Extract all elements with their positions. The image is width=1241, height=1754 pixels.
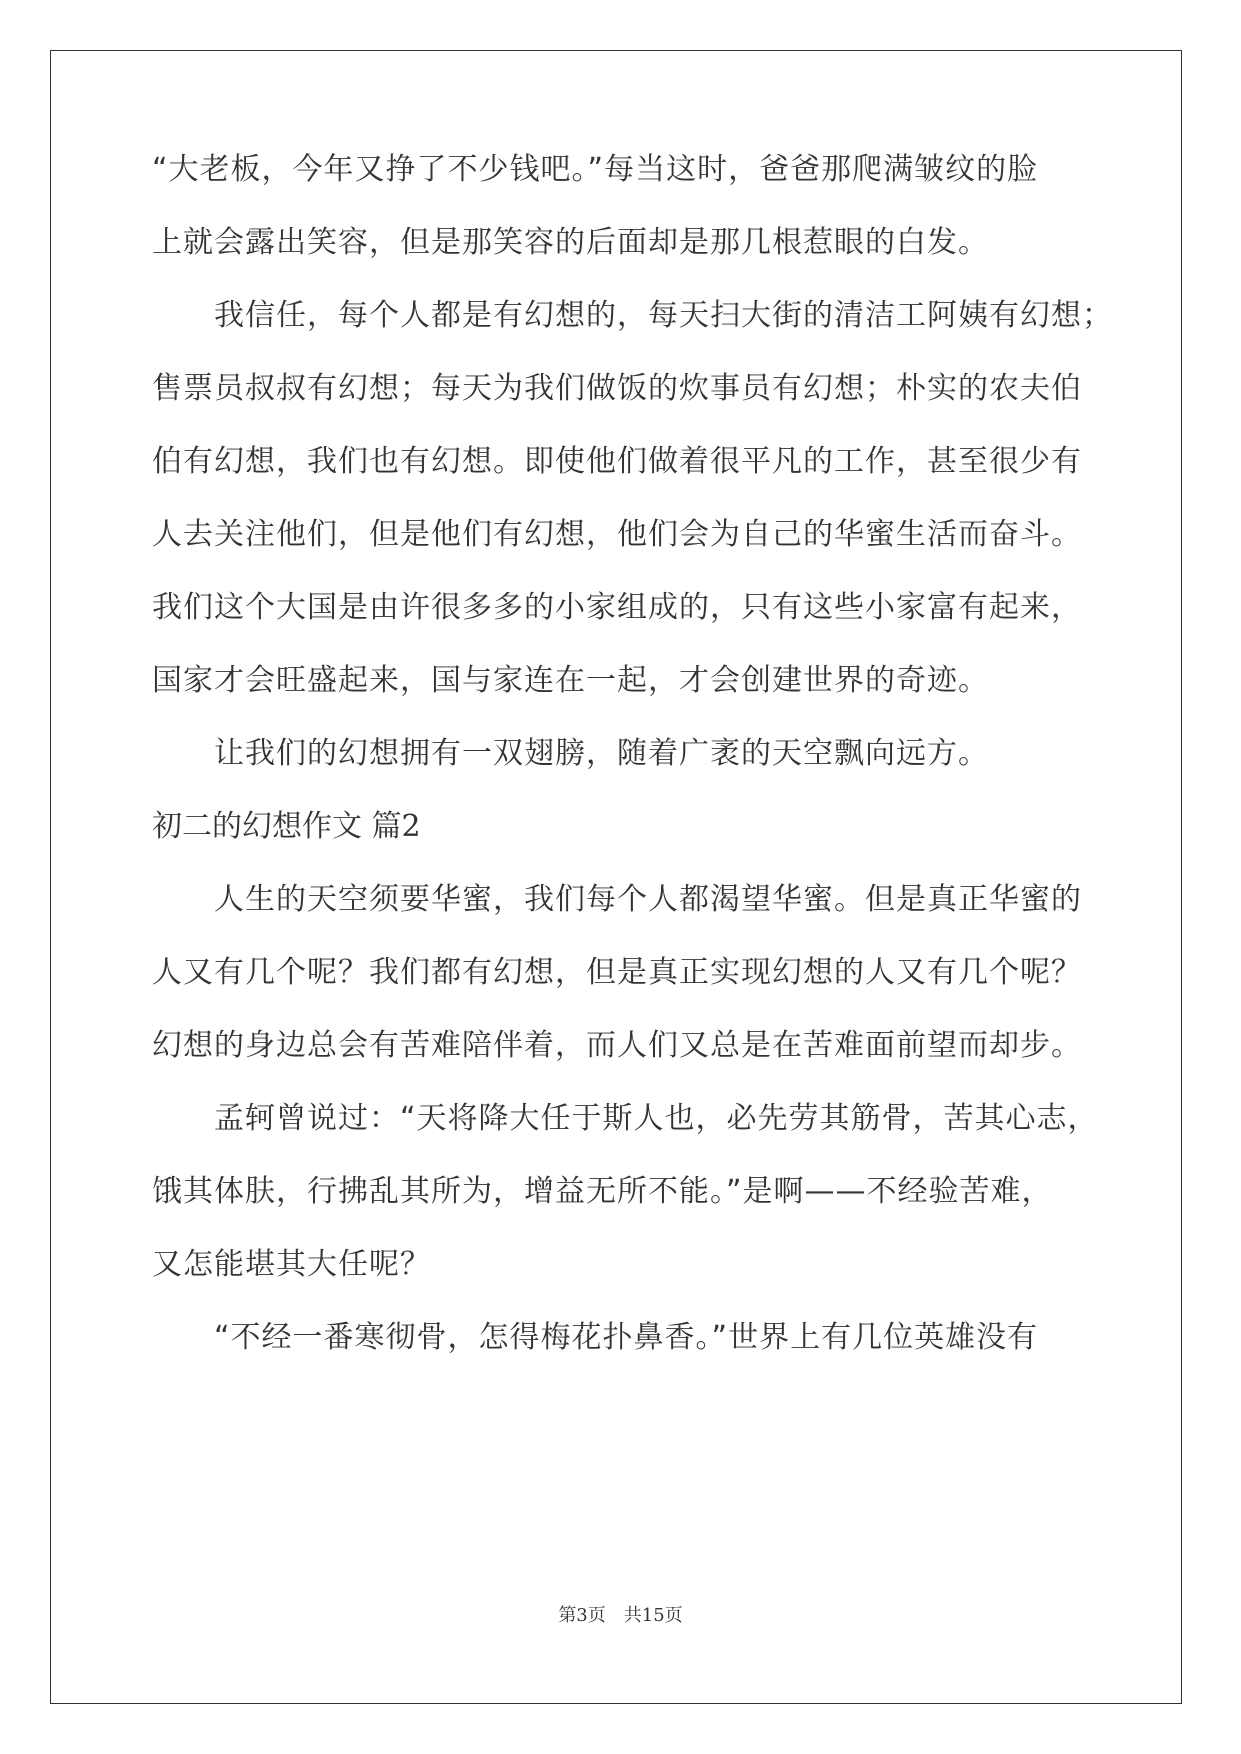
body-line-5: 伯有幻想，我们也有幻想。即使他们做着很平凡的工作，甚至很少有: [152, 444, 1082, 479]
body-line-7: 我们这个大国是由许很多多的小家组成的，只有这些小家富有起来，: [152, 590, 1082, 625]
body-line-8: 国家才会旺盛起来，国与家连在一起，才会创建世界的奇迹。: [152, 663, 989, 698]
body-line-13: 孟轲曾说过：“天将降大任于斯人也，必先劳其筋骨，苦其心志，: [214, 1101, 1099, 1136]
body-line-14: 饿其体肤，行拂乱其所为，增益无所不能。”是啊——不经验苦难，: [152, 1174, 1053, 1209]
body-line-1: “大老板，今年又挣了不少钱吧。”每当这时，爸爸那爬满皱纹的脸: [152, 152, 1039, 187]
body-line-16: “不经一番寒彻骨，怎得梅花扑鼻香。”世界上有几位英雄没有: [214, 1320, 1039, 1355]
body-line-2: 上就会露出笑容，但是那笑容的后面却是那几根惹眼的白发。: [152, 225, 989, 260]
body-line-10: 人生的天空须要华蜜，我们每个人都渴望华蜜。但是真正华蜜的: [214, 882, 1082, 917]
body-line-9: 让我们的幻想拥有一双翅膀，随着广袤的天空飘向远方。: [214, 736, 989, 771]
body-line-3: 我信任，每个人都是有幻想的，每天扫大街的清洁工阿姨有幻想；: [214, 298, 1113, 333]
page-number-footer: 第3页 共15页: [558, 1605, 683, 1626]
body-line-6: 人去关注他们，但是他们有幻想，他们会为自己的华蜜生活而奋斗。: [152, 517, 1082, 552]
body-line-11: 人又有几个呢？我们都有幻想，但是真正实现幻想的人又有几个呢？: [152, 955, 1082, 990]
section-heading: 初二的幻想作文 篇2: [152, 809, 421, 844]
body-line-15: 又怎能堪其大任呢？: [152, 1247, 431, 1282]
body-line-4: 售票员叔叔有幻想；每天为我们做饭的炊事员有幻想；朴实的农夫伯: [152, 371, 1082, 406]
body-line-12: 幻想的身边总会有苦难陪伴着，而人们又总是在苦难面前望而却步。: [152, 1028, 1082, 1063]
